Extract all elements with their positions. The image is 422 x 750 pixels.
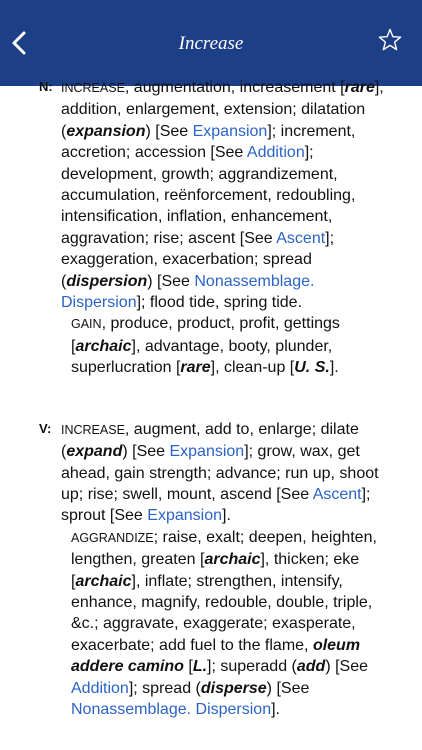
subheadword: GAIN — [71, 317, 102, 332]
text-run: ]; flood tide, spring tide. — [136, 294, 303, 312]
text-run: ]; increment, accretion; accession [See — [61, 122, 356, 162]
page-title: Increase — [178, 33, 244, 54]
headword: INCREASE — [61, 422, 125, 437]
subheadword: AGGRANDIZE — [71, 530, 154, 545]
text-run: ], advantage, booty, plunder, superlucration [ — [71, 337, 333, 377]
link-expansion[interactable]: Expansion — [169, 443, 245, 461]
navigation-bar — [0, 0, 422, 86]
usage-label: expand — [66, 443, 123, 461]
link-ascent[interactable]: Ascent — [276, 229, 326, 247]
usage-label: dispersion — [66, 272, 148, 290]
link-nonassemblage-dispersion[interactable]: Nonassemblage. Dispersion — [71, 700, 272, 718]
usage-label: archaic — [204, 551, 261, 569]
text-run: ]. — [329, 359, 339, 377]
usage-label: disperse — [200, 679, 267, 697]
headword: INCREASE — [61, 81, 125, 95]
text-run: ) [See — [122, 443, 170, 461]
part-of-speech-label: V: — [39, 420, 52, 436]
text-run: ) [See — [147, 272, 195, 290]
usage-label: archaic — [75, 337, 132, 355]
noun-paragraph-2 — [61, 313, 400, 378]
usage-label: rare — [344, 79, 375, 96]
text-run: ]; exaggeration, exacerbation; spread ( — [61, 229, 335, 290]
text-run: ; raise, exalt; deepen, heighten, lengthen, greaten [ — [71, 528, 377, 569]
part-of-speech-label: N: — [39, 79, 53, 94]
text-run: , produce, product, profit, gettings [ — [71, 315, 340, 355]
foreign-phrase: oleum addere camino — [71, 636, 361, 676]
text-run: ]; development, growth; aggrandizement, accumulation, reënforcement, redoubling, intensification, inflation, enhancement, aggravation; rise; ascent [See — [61, 144, 356, 247]
text-run: , augment, add to, enlarge; dilate ( — [61, 420, 359, 461]
text-run: ) [See — [266, 679, 310, 697]
usage-label: expansion — [66, 122, 146, 140]
text-run: ], clean-up [ — [210, 359, 295, 377]
link-expansion[interactable]: Expansion — [192, 122, 268, 140]
text-run: ]; superadd ( — [207, 658, 297, 676]
text-run: , augmentation, increasement [ — [124, 79, 345, 96]
noun-entry — [0, 77, 422, 379]
usage-label: L. — [192, 658, 208, 676]
link-ascent[interactable]: Ascent — [312, 485, 362, 503]
text-run: [ — [183, 658, 193, 676]
text-run: ]; grow, wax, get ahead, gain strength; advance; run up, shoot up; rise; swell, mount, ascend [See — [61, 443, 379, 503]
star-outline-icon — [378, 28, 402, 52]
text-run: ], addition, enlargement, extension; dilatation ( — [61, 79, 384, 140]
text-run: ]; spread ( — [128, 679, 201, 697]
usage-label: archaic — [75, 572, 132, 590]
link-addition[interactable]: Addition — [246, 144, 305, 162]
usage-label: U. S. — [294, 359, 330, 377]
text-run: ], thicken; eke [ — [71, 551, 360, 590]
usage-label: rare — [180, 359, 211, 377]
text-run: ]. — [271, 700, 280, 718]
text-run: ]; sprout [See — [61, 485, 371, 525]
noun-paragraph-1 — [61, 77, 400, 313]
verb-paragraph-1 — [61, 419, 400, 527]
link-nonassemblage-dispersion[interactable]: Nonassemblage. Dispersion — [61, 272, 315, 312]
link-expansion[interactable]: Expansion — [147, 507, 222, 525]
text-run: ], inflate; strengthen, intensify, enhance, magnify, redouble, double, triple, &c.; aggravate, exaggerate; exasperate, exacerbate; add fuel to the flame, — [71, 572, 373, 654]
usage-label: add — [296, 658, 326, 676]
verb-paragraph-2 — [61, 527, 400, 721]
text-run: ]. — [222, 507, 231, 525]
favorite-button[interactable] — [378, 28, 402, 52]
text-run: ) [See — [325, 658, 369, 676]
verb-entry — [0, 419, 422, 721]
link-addition[interactable]: Addition — [71, 679, 129, 697]
text-run: ) [See — [145, 122, 193, 140]
